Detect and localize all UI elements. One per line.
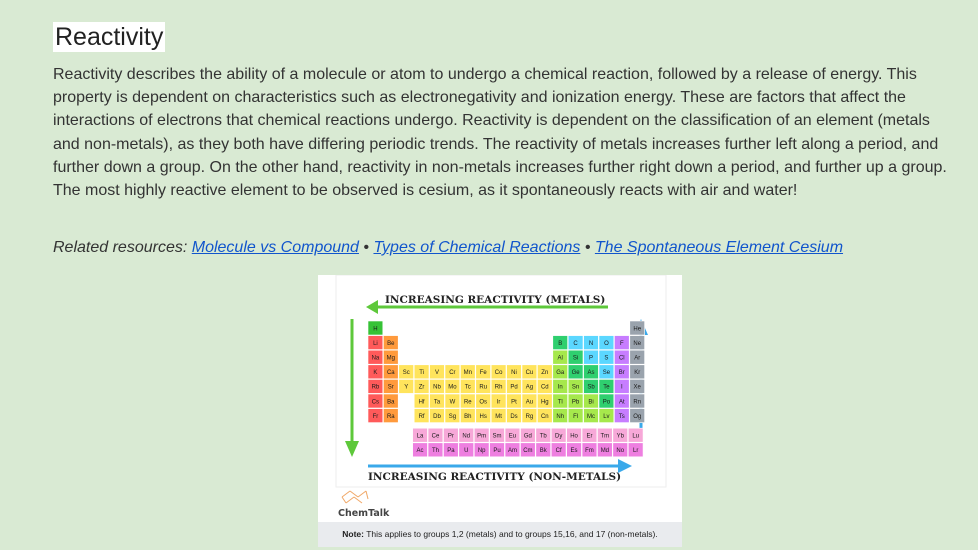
element-cu-symbol: Cu [525, 370, 534, 377]
element-eu-symbol: Eu [508, 433, 517, 440]
element-ne-symbol: Ne [633, 340, 642, 347]
element-be-symbol: Be [387, 340, 395, 347]
element-si-symbol: Si [572, 355, 579, 362]
element-fe-symbol: Fe [479, 370, 487, 377]
element-bi-symbol: Bi [588, 399, 594, 406]
element-co-symbol: Co [494, 370, 503, 377]
element-os-symbol: Os [479, 399, 488, 406]
element-bh-symbol: Bh [464, 413, 472, 420]
element-i-symbol: I [620, 384, 623, 391]
reactivity-paragraph: Reactivity describes the ability of a molecule or atom to undergo a chemical reaction, followed by a release of energy. This property is dependent on characteristics such as electronegativity and ionization energy. These are factors that affect the interactions of electrons that chemical reactions undergo. Reactivity is dependent on the classification of an element (metals and non-metals), as they both have differing periodic trends. The reactivity of metals increases further left along a period, and further down a group. On the other hand, reactivity in non-metals increases further right down a period, and further up a group. The most highly reactive element to be observed is cesium, as it spontaneously reacts with air and water! [53, 66, 947, 200]
element-ho-symbol: Ho [570, 433, 578, 440]
element-pt-symbol: Pt [511, 399, 517, 406]
element-mc-symbol: Mc [587, 413, 595, 420]
element-pr-symbol: Pr [447, 433, 454, 440]
element-ca-symbol: Ca [386, 370, 395, 377]
element-zr-symbol: Zr [418, 384, 425, 391]
element-po-symbol: Po [602, 399, 611, 406]
element-as-symbol: As [587, 370, 595, 377]
element-na-symbol: Na [371, 355, 380, 362]
element-cd-symbol: Cd [540, 384, 549, 391]
element-ce-symbol: Ce [431, 433, 440, 440]
element-np-symbol: Np [477, 448, 486, 455]
element-pm-symbol: Pm [477, 433, 487, 440]
element-b-symbol: B [558, 340, 563, 347]
element-s-symbol: S [604, 355, 609, 362]
element-grid [368, 321, 645, 457]
element-ts-symbol: Ts [618, 413, 625, 420]
element-sr-symbol: Sr [387, 384, 394, 391]
element-bk-symbol: Bk [539, 448, 547, 455]
element-c-symbol: C [573, 340, 578, 347]
element-tc-symbol: Tc [464, 384, 471, 391]
element-xe-symbol: Xe [633, 384, 641, 391]
element-cr-symbol: Cr [449, 370, 456, 377]
element-no-symbol: No [616, 448, 625, 455]
element-re-symbol: Re [463, 399, 472, 406]
element-u-symbol: U [464, 448, 469, 455]
element-o-symbol: O [604, 340, 609, 347]
element-ds-symbol: Ds [510, 413, 518, 420]
element-mo-symbol: Mo [448, 384, 457, 391]
element-ti-symbol: Ti [419, 370, 424, 377]
element-f-symbol: F [619, 340, 624, 347]
element-md-symbol: Md [600, 448, 610, 455]
element-mg-symbol: Mg [386, 355, 395, 362]
element-cs-symbol: Cs [371, 399, 380, 406]
metals-arrow-head-icon [366, 300, 378, 314]
element-at-symbol: At [618, 399, 625, 406]
element-ba-symbol: Ba [387, 399, 395, 406]
element-rh-symbol: Rh [494, 384, 503, 391]
element-cf-symbol: Cf [555, 448, 562, 455]
element-er-symbol: Er [586, 433, 593, 440]
metals-label: INCREASING REACTIVITY (METALS) [385, 294, 606, 306]
element-te-symbol: Te [603, 384, 610, 391]
element-ga-symbol: Ga [556, 370, 565, 377]
element-db-symbol: Db [433, 413, 441, 420]
element-li-symbol: Li [373, 340, 378, 347]
element-pu-symbol: Pu [493, 448, 501, 455]
element-rn-symbol: Rn [633, 399, 642, 406]
element-ta-symbol: Ta [433, 399, 441, 406]
element-tm-symbol: Tm [600, 433, 610, 440]
element-rb-symbol: Rb [371, 384, 380, 391]
element-w-symbol: W [449, 399, 456, 406]
figure-note [318, 522, 682, 547]
element-hf-symbol: Hf [418, 399, 425, 406]
nonmetals-label: INCREASING REACTIVITY (NON-METALS) [368, 471, 622, 483]
element-ge-symbol: Ge [571, 370, 580, 377]
element-nh-symbol: Nh [556, 413, 565, 420]
link-spontaneous-element-cesium[interactable]: The Spontaneous Element Cesium [594, 239, 844, 256]
element-se-symbol: Se [602, 370, 611, 377]
related-label: Related resources: [53, 239, 188, 256]
element-am-symbol: Am [507, 448, 517, 455]
element-hs-symbol: Hs [479, 413, 487, 420]
element-sm-symbol: Sm [492, 433, 502, 440]
element-cm-symbol: Cm [523, 448, 533, 455]
element-zn-symbol: Zn [541, 370, 549, 377]
element-ar-symbol: Ar [634, 355, 641, 362]
note-label: Note: [342, 529, 364, 539]
note-text: This applies to groups 1,2 (metals) and to groups 15,16, and 17 (non-metals). [364, 529, 658, 539]
element-ir-symbol: Ir [496, 399, 501, 406]
element-p-symbol: P [588, 355, 594, 362]
element-tb-symbol: Tb [539, 433, 547, 440]
element-sg-symbol: Sg [448, 413, 457, 420]
logo-text: ChemTalk [338, 508, 390, 519]
element-sb-symbol: Sb [587, 384, 595, 391]
element-h-symbol: H [373, 326, 378, 333]
element-la-symbol: La [416, 433, 424, 440]
element-pd-symbol: Pd [510, 384, 518, 391]
element-tl-symbol: Tl [557, 399, 563, 406]
related-resources [53, 237, 843, 259]
section-title: Reactivity [55, 23, 164, 51]
periodic-table-figure [318, 275, 682, 547]
element-fl-symbol: Fl [573, 413, 579, 420]
element-sc-symbol: Sc [402, 370, 410, 377]
element-he-symbol: He [633, 326, 642, 333]
chemtalk-logo [338, 491, 390, 519]
element-ni-symbol: Ni [511, 370, 517, 377]
element-fm-symbol: Fm [585, 448, 594, 455]
element-th-symbol: Th [431, 448, 439, 455]
element-kr-symbol: Kr [634, 370, 641, 377]
element-v-symbol: V [434, 370, 440, 377]
element-es-symbol: Es [570, 448, 578, 455]
element-k-symbol: K [373, 370, 378, 377]
element-pa-symbol: Pa [447, 448, 455, 455]
element-yb-symbol: Yb [616, 433, 624, 440]
element-rf-symbol: Rf [418, 413, 425, 420]
element-lr-symbol: Lr [632, 448, 639, 455]
element-sn-symbol: Sn [571, 384, 580, 391]
separator: • [584, 239, 591, 256]
element-gd-symbol: Gd [523, 433, 532, 440]
element-pb-symbol: Pb [571, 399, 580, 406]
link-molecule-vs-compound[interactable]: Molecule vs Compound [191, 239, 359, 256]
element-in-symbol: In [557, 384, 563, 391]
element-cn-symbol: Cn [540, 413, 549, 420]
element-ac-symbol: Ac [416, 448, 424, 455]
element-ru-symbol: Ru [479, 384, 488, 391]
element-lv-symbol: Lv [603, 413, 610, 420]
element-cl-symbol: Cl [618, 355, 625, 362]
element-mn-symbol: Mn [463, 370, 472, 377]
element-ra-symbol: Ra [386, 413, 395, 420]
element-y-symbol: Y [404, 384, 409, 391]
element-fr-symbol: Fr [372, 413, 379, 420]
element-al-symbol: Al [557, 355, 563, 362]
element-rg-symbol: Rg [525, 413, 534, 420]
metals-down-arrow-head-icon [345, 441, 359, 457]
link-types-of-chemical-reactions[interactable]: Types of Chemical Reactions [373, 239, 581, 256]
separator: • [363, 239, 370, 256]
element-lu-symbol: Lu [632, 433, 640, 440]
element-nd-symbol: Nd [462, 433, 471, 440]
element-n-symbol: N [588, 340, 594, 347]
element-br-symbol: Br [618, 370, 625, 377]
periodic-table-graphic [318, 275, 682, 522]
element-ag-symbol: Ag [525, 384, 534, 391]
element-nb-symbol: Nb [433, 384, 441, 391]
element-mt-symbol: Mt [495, 413, 502, 420]
element-dy-symbol: Dy [554, 433, 563, 440]
element-au-symbol: Au [525, 399, 534, 406]
molecule-icon [342, 491, 368, 503]
element-og-symbol: Og [633, 413, 642, 420]
element-hg-symbol: Hg [540, 399, 549, 406]
